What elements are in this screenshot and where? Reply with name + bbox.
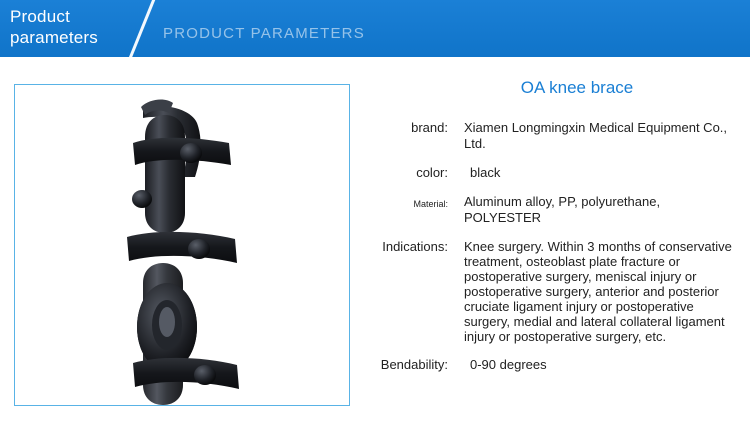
- spec-row-brand: [364, 120, 740, 152]
- page-title: [10, 6, 140, 48]
- spec-value-material: Aluminum alloy, PP, polyurethane, POLYESTER: [464, 194, 661, 225]
- product-image-panel: [14, 84, 350, 406]
- spec-label-color: color:: [416, 165, 448, 180]
- page-subtitle: PRODUCT PARAMETERS: [163, 25, 365, 42]
- product-name: OA knee brace: [520, 78, 634, 97]
- spec-value-indications: Knee surgery. Within 3 months of conservative treatment, osteoblast plate fracture or postoperative surgery, meniscal injury or postoperative surgery, anterior and posterior cruciate ligament injury or postoperative surgery, medial and lateral collateral ligament injury or postoperative surgery, etc.: [464, 239, 732, 344]
- spec-row-bendability: [364, 357, 740, 373]
- spec-value-color: black: [470, 165, 501, 180]
- spec-row-indications: [364, 239, 740, 344]
- spec-row-color: [364, 165, 740, 181]
- oa-knee-brace-photo: [15, 85, 349, 405]
- spec-value-bendability: 0-90 degrees: [470, 357, 547, 372]
- product-spec-list: [364, 78, 740, 386]
- page-header: [0, 0, 750, 57]
- spec-label-indications: Indications:: [382, 239, 448, 254]
- spec-row-material: [364, 194, 740, 226]
- spec-label-bendability: Bendability:: [380, 357, 448, 372]
- spec-label-material: Material:: [413, 199, 448, 209]
- spec-value-brand: Xiamen Longmingxin Medical Equipment Co., Ltd.: [464, 120, 728, 151]
- page-title-line2: parameters: [10, 28, 98, 47]
- spec-label-brand: brand:: [411, 120, 448, 135]
- page-title-line1: Product: [10, 7, 70, 26]
